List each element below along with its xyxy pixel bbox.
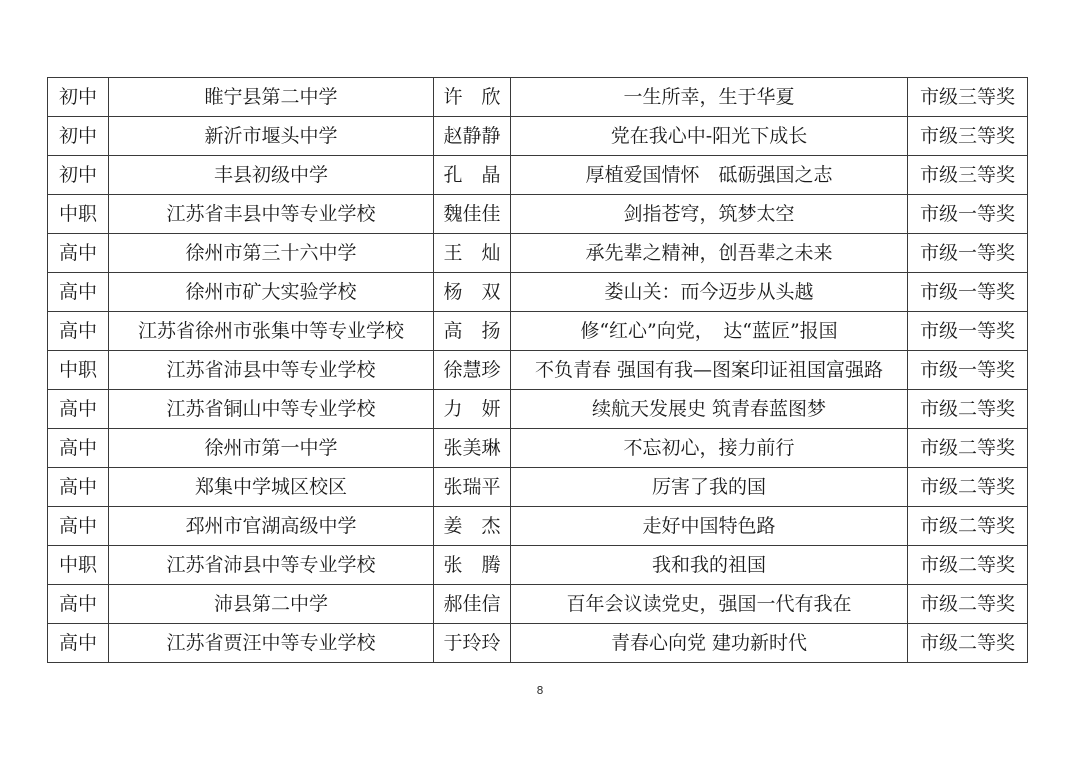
table-row bbox=[48, 234, 1028, 273]
cell-school-name: 江苏省徐州市张集中等专业学校 bbox=[109, 312, 434, 351]
cell-award-level: 市级二等奖 bbox=[908, 468, 1028, 507]
cell-award-level: 市级一等奖 bbox=[908, 234, 1028, 273]
cell-school-name: 新沂市堰头中学 bbox=[109, 117, 434, 156]
cell-work-title: 不忘初心，接力前行 bbox=[511, 429, 908, 468]
cell-school-name: 江苏省沛县中等专业学校 bbox=[109, 351, 434, 390]
table-row bbox=[48, 585, 1028, 624]
cell-award-level: 市级三等奖 bbox=[908, 117, 1028, 156]
cell-school-name: 江苏省铜山中等专业学校 bbox=[109, 390, 434, 429]
cell-school-level: 中职 bbox=[48, 546, 109, 585]
cell-award-level: 市级二等奖 bbox=[908, 507, 1028, 546]
awards-table bbox=[47, 77, 1028, 663]
cell-award-level: 市级二等奖 bbox=[908, 546, 1028, 585]
cell-student-name: 高 扬 bbox=[434, 312, 511, 351]
table-row bbox=[48, 351, 1028, 390]
cell-student-name: 郝佳信 bbox=[434, 585, 511, 624]
table-row bbox=[48, 468, 1028, 507]
cell-school-level: 高中 bbox=[48, 312, 109, 351]
cell-award-level: 市级二等奖 bbox=[908, 429, 1028, 468]
table-row bbox=[48, 78, 1028, 117]
cell-work-title: 青春心向党 建功新时代 bbox=[511, 624, 908, 663]
cell-school-level: 高中 bbox=[48, 624, 109, 663]
cell-work-title: 续航天发展史 筑青春蓝图梦 bbox=[511, 390, 908, 429]
cell-student-name: 杨 双 bbox=[434, 273, 511, 312]
cell-work-title: 一生所幸，生于华夏 bbox=[511, 78, 908, 117]
cell-school-name: 江苏省贾汪中等专业学校 bbox=[109, 624, 434, 663]
table-row bbox=[48, 624, 1028, 663]
cell-school-level: 高中 bbox=[48, 429, 109, 468]
cell-school-level: 初中 bbox=[48, 117, 109, 156]
cell-school-level: 初中 bbox=[48, 156, 109, 195]
cell-student-name: 王 灿 bbox=[434, 234, 511, 273]
cell-work-title: 走好中国特色路 bbox=[511, 507, 908, 546]
page-number: 8 bbox=[536, 684, 544, 697]
cell-award-level: 市级三等奖 bbox=[908, 78, 1028, 117]
cell-student-name: 孔 晶 bbox=[434, 156, 511, 195]
cell-student-name: 赵静静 bbox=[434, 117, 511, 156]
cell-student-name: 徐慧珍 bbox=[434, 351, 511, 390]
cell-school-name: 徐州市第三十六中学 bbox=[109, 234, 434, 273]
cell-work-title: 厚植爱国情怀 砥砺强国之志 bbox=[511, 156, 908, 195]
cell-work-title: 剑指苍穹，筑梦太空 bbox=[511, 195, 908, 234]
cell-school-level: 中职 bbox=[48, 351, 109, 390]
table-row bbox=[48, 195, 1028, 234]
table-row bbox=[48, 390, 1028, 429]
cell-school-name: 徐州市第一中学 bbox=[109, 429, 434, 468]
cell-award-level: 市级一等奖 bbox=[908, 312, 1028, 351]
cell-work-title: 百年会议读党史，强国一代有我在 bbox=[511, 585, 908, 624]
cell-award-level: 市级二等奖 bbox=[908, 390, 1028, 429]
cell-school-name: 徐州市矿大实验学校 bbox=[109, 273, 434, 312]
cell-school-name: 江苏省丰县中等专业学校 bbox=[109, 195, 434, 234]
cell-award-level: 市级二等奖 bbox=[908, 624, 1028, 663]
cell-award-level: 市级一等奖 bbox=[908, 195, 1028, 234]
cell-school-level: 高中 bbox=[48, 273, 109, 312]
cell-student-name: 力 妍 bbox=[434, 390, 511, 429]
cell-school-name: 沛县第二中学 bbox=[109, 585, 434, 624]
cell-school-name: 郑集中学城区校区 bbox=[109, 468, 434, 507]
cell-work-title: 厉害了我的国 bbox=[511, 468, 908, 507]
cell-school-level: 高中 bbox=[48, 468, 109, 507]
table-row bbox=[48, 273, 1028, 312]
cell-award-level: 市级一等奖 bbox=[908, 273, 1028, 312]
cell-school-level: 中职 bbox=[48, 195, 109, 234]
cell-student-name: 张美琳 bbox=[434, 429, 511, 468]
cell-work-title: 党在我心中-阳光下成长 bbox=[511, 117, 908, 156]
table-row bbox=[48, 507, 1028, 546]
awards-table-body bbox=[48, 78, 1028, 663]
table-row bbox=[48, 429, 1028, 468]
cell-student-name: 张 腾 bbox=[434, 546, 511, 585]
cell-school-level: 高中 bbox=[48, 507, 109, 546]
cell-school-level: 初中 bbox=[48, 78, 109, 117]
cell-school-level: 高中 bbox=[48, 585, 109, 624]
cell-school-level: 高中 bbox=[48, 390, 109, 429]
cell-award-level: 市级二等奖 bbox=[908, 585, 1028, 624]
table-row bbox=[48, 312, 1028, 351]
cell-work-title: 承先辈之精神，创吾辈之未来 bbox=[511, 234, 908, 273]
cell-school-name: 丰县初级中学 bbox=[109, 156, 434, 195]
cell-student-name: 于玲玲 bbox=[434, 624, 511, 663]
table-row bbox=[48, 117, 1028, 156]
cell-student-name: 许 欣 bbox=[434, 78, 511, 117]
cell-student-name: 张瑞平 bbox=[434, 468, 511, 507]
table-row bbox=[48, 156, 1028, 195]
cell-work-title: 不负青春 强国有我—图案印证祖国富强路 bbox=[511, 351, 908, 390]
cell-school-name: 邳州市官湖高级中学 bbox=[109, 507, 434, 546]
table-row bbox=[48, 546, 1028, 585]
cell-award-level: 市级三等奖 bbox=[908, 156, 1028, 195]
cell-school-name: 睢宁县第二中学 bbox=[109, 78, 434, 117]
cell-work-title: 修“红心”向党， 达“蓝匠”报国 bbox=[511, 312, 908, 351]
cell-award-level: 市级一等奖 bbox=[908, 351, 1028, 390]
cell-work-title: 我和我的祖国 bbox=[511, 546, 908, 585]
cell-student-name: 姜 杰 bbox=[434, 507, 511, 546]
cell-school-name: 江苏省沛县中等专业学校 bbox=[109, 546, 434, 585]
cell-school-level: 高中 bbox=[48, 234, 109, 273]
cell-student-name: 魏佳佳 bbox=[434, 195, 511, 234]
cell-work-title: 娄山关：而今迈步从头越 bbox=[511, 273, 908, 312]
